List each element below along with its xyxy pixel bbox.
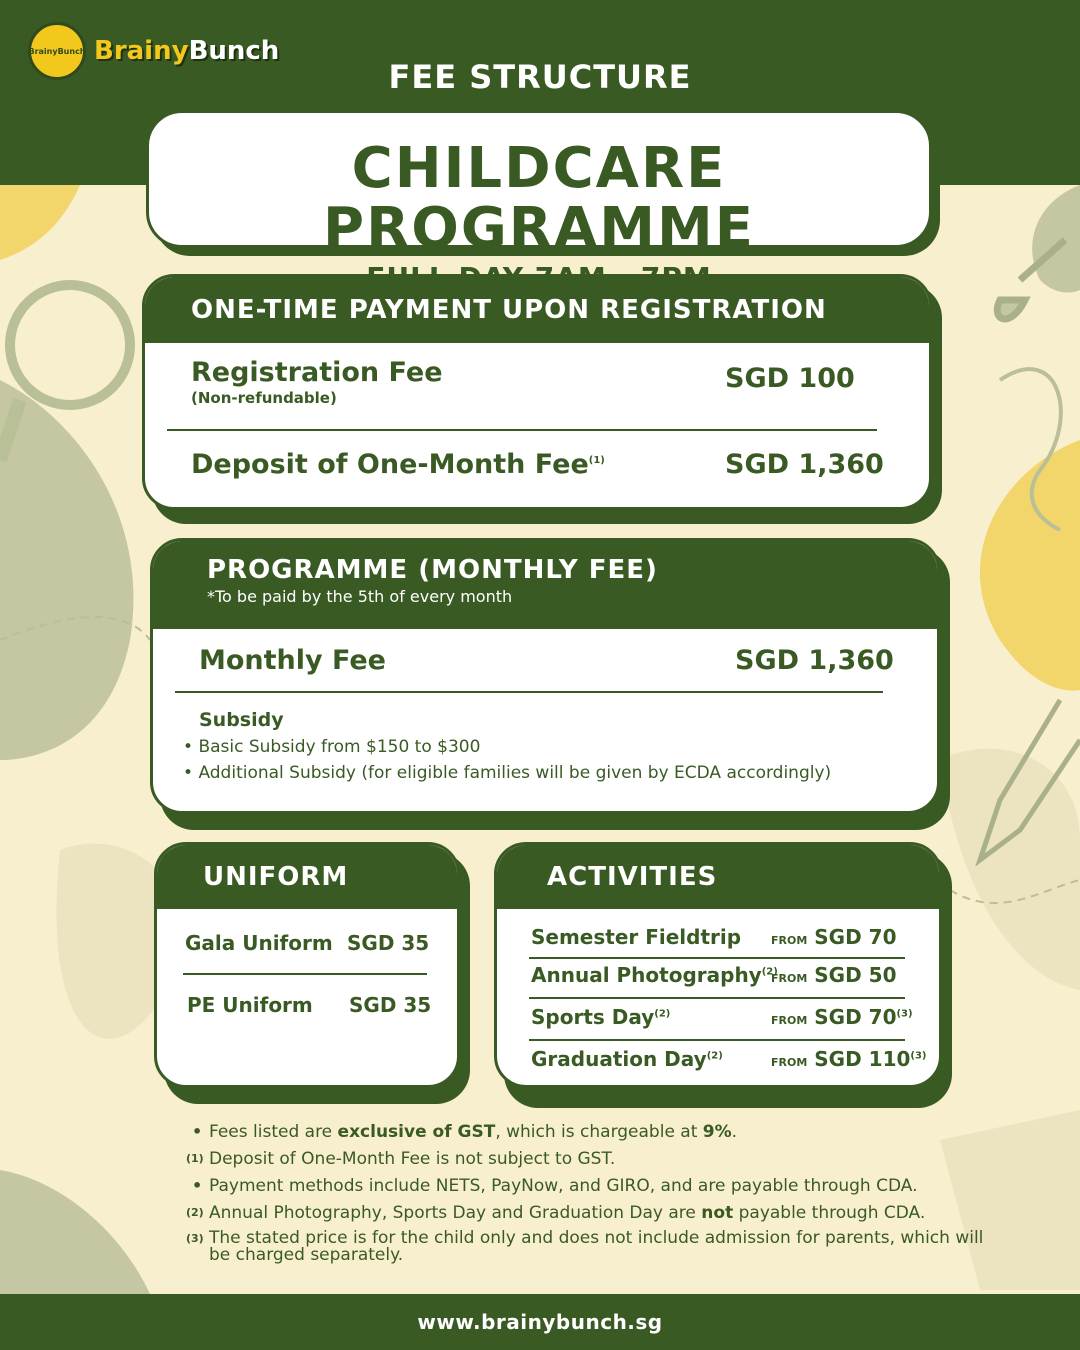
subsidy-item-text: Basic Subsidy from $150 to $300 — [198, 737, 481, 757]
activity-label — [531, 1047, 723, 1071]
programme-note: *To be paid by the 5th of every month — [207, 587, 513, 606]
activity-price-sup: (3) — [910, 1050, 927, 1062]
footnote — [186, 1149, 986, 1169]
divider — [167, 429, 877, 431]
activity-price-text: SGD 50 — [814, 963, 897, 987]
pe-uniform-price: SGD 35 — [349, 993, 432, 1017]
divider — [529, 1039, 905, 1041]
activity-price-text: SGD 70 — [814, 1005, 897, 1029]
activity-label-text: Semester Fieldtrip — [531, 925, 742, 949]
note-emphasis: not — [701, 1203, 734, 1223]
from-label: FROM — [771, 972, 808, 985]
website-link[interactable]: www.brainybunch.sg — [417, 1310, 663, 1334]
footnote-mark: (2) — [186, 1206, 204, 1219]
divider — [529, 997, 905, 999]
fee-structure-heading: FEE STRUCTURE — [388, 58, 692, 96]
registration-fee-label: Registration Fee — [191, 357, 443, 388]
activity-price-text: SGD 70 — [814, 925, 897, 949]
uniform-heading: UNIFORM — [157, 845, 457, 909]
sage-blob-left — [0, 380, 133, 760]
programme-heading: PROGRAMME (MONTHLY FEE) — [207, 555, 658, 585]
from-label: FROM — [771, 1056, 808, 1069]
registration-fee-price: SGD 100 — [725, 363, 855, 394]
footnote — [186, 1176, 986, 1196]
deposit-fee-row — [191, 449, 605, 480]
yellow-blob-left — [0, 185, 80, 260]
monthly-fee-price: SGD 1,360 — [735, 645, 894, 676]
bullet-mark: • — [192, 1122, 203, 1141]
from-label: FROM — [771, 934, 808, 947]
subsidy-title: Subsidy — [199, 709, 284, 731]
sage-blob-left-bottom — [0, 1170, 150, 1294]
note-text: Annual Photography, Sports Day and Graduation Day are — [209, 1203, 702, 1223]
note-text: payable through CDA. — [733, 1203, 926, 1223]
activity-price — [771, 1047, 927, 1071]
activities-card — [494, 842, 942, 1088]
footnote — [186, 1122, 986, 1142]
title-card — [146, 110, 932, 261]
footnote-mark: (3) — [186, 1232, 204, 1245]
activity-price — [771, 963, 896, 987]
brand-name-part2: Bunch — [188, 36, 280, 66]
deposit-fee-price: SGD 1,360 — [725, 449, 884, 480]
yellow-blob-right — [980, 440, 1080, 691]
footnote-mark: (1) — [186, 1152, 204, 1165]
footnotes — [186, 1122, 986, 1271]
sage-blob-right-top — [1032, 185, 1080, 293]
uniform-card — [154, 842, 460, 1088]
activity-price — [771, 925, 896, 949]
activity-label-sup: (2) — [654, 1008, 671, 1020]
deposit-fee-label: Deposit of One-Month Fee — [191, 449, 589, 480]
note-text: The stated price is for the child only and does not include admission for parents, which will be charged separately. — [209, 1228, 984, 1265]
pe-uniform-label: PE Uniform — [187, 993, 313, 1017]
activity-label-sup: (2) — [706, 1050, 723, 1062]
activities-heading: ACTIVITIES — [497, 845, 939, 909]
magnifier-icon — [10, 285, 130, 405]
bullet-mark: • — [192, 1176, 203, 1195]
activity-label-text: Graduation Day — [531, 1047, 707, 1071]
subsidy-item-text: Additional Subsidy (for eligible families will be given by ECDA accordingly) — [198, 763, 832, 783]
deposit-fee-sup: (1) — [588, 455, 605, 466]
activity-price-sup: (3) — [896, 1008, 913, 1020]
footnote — [186, 1230, 986, 1264]
activity-price-text: SGD 110 — [814, 1047, 911, 1071]
activity-label — [531, 925, 741, 949]
activity-label — [531, 963, 778, 987]
activity-label — [531, 1005, 670, 1029]
activity-label-text: Sports Day — [531, 1005, 655, 1029]
note-text: Deposit of One-Month Fee is not subject to GST. — [209, 1149, 616, 1169]
monthly-fee-label: Monthly Fee — [199, 645, 386, 676]
footnote — [186, 1203, 986, 1223]
subsidy-item: • Basic Subsidy from $150 to $300 — [183, 737, 481, 757]
programme-header — [153, 541, 937, 629]
brand-name-part1: Brainy — [94, 36, 189, 66]
programme-card — [150, 538, 940, 814]
gala-uniform-label: Gala Uniform — [185, 931, 333, 955]
from-label: FROM — [771, 1014, 808, 1027]
note-text: , which is chargeable at — [495, 1122, 703, 1142]
activity-label-text: Annual Photography — [531, 963, 762, 987]
divider — [175, 691, 883, 693]
page-title: CHILDCARE PROGRAMME — [323, 136, 755, 261]
note-text: Payment methods include NETS, PayNow, and GIRO, and are payable through CDA. — [209, 1176, 918, 1196]
divider — [529, 957, 905, 959]
activity-label-sup: (2) — [761, 966, 778, 978]
note-text: . — [731, 1122, 738, 1142]
note-text: Fees listed are — [209, 1122, 338, 1142]
note-emphasis: 9% — [702, 1122, 732, 1142]
divider — [183, 973, 427, 975]
footer-band — [0, 1294, 1080, 1350]
activity-price — [771, 1005, 913, 1029]
one-time-card — [142, 274, 932, 510]
gala-uniform-price: SGD 35 — [347, 931, 430, 955]
subsidy-item: • Additional Subsidy (for eligible families will be given by ECDA accordingly) — [183, 763, 832, 783]
logo-badge-text: BrainyBunch — [28, 46, 86, 56]
registration-fee-note: (Non-refundable) — [191, 389, 337, 407]
note-emphasis: exclusive of GST — [337, 1122, 496, 1142]
one-time-heading: ONE-TIME PAYMENT UPON REGISTRATION — [145, 277, 929, 343]
